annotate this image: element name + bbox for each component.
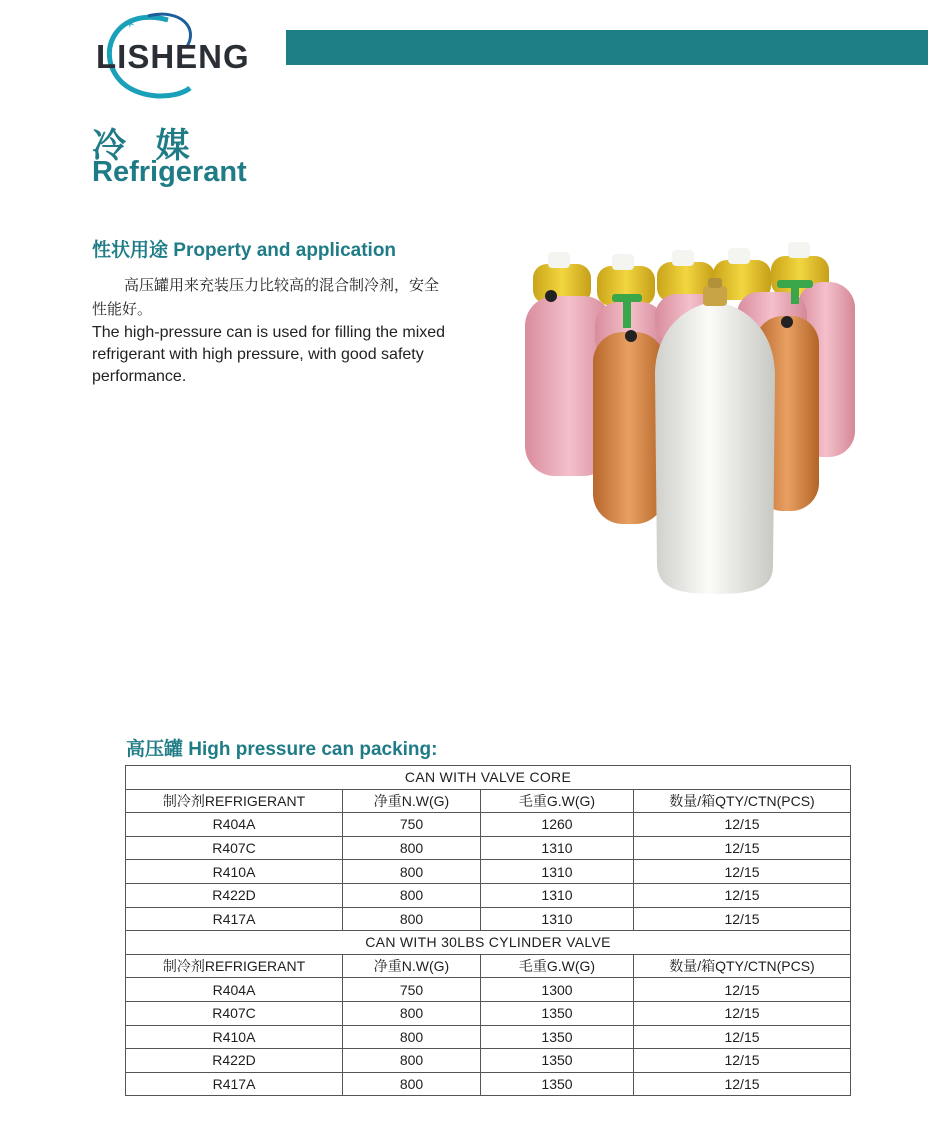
table-cell: 1310 xyxy=(481,907,634,931)
table-cell: R410A xyxy=(126,1025,343,1049)
table-cell: R404A xyxy=(126,978,343,1002)
table-row xyxy=(126,1001,851,1025)
table-cell: R422D xyxy=(126,1049,343,1073)
table-row xyxy=(126,1072,851,1096)
table-column-header xyxy=(126,954,851,978)
column-header: 净重N.W(G) xyxy=(343,789,481,813)
table-cell: 12/15 xyxy=(634,1049,851,1073)
table-cell: 800 xyxy=(343,1001,481,1025)
table-cell: 800 xyxy=(343,1049,481,1073)
table-row xyxy=(126,836,851,860)
column-header: 净重N.W(G) xyxy=(343,954,481,978)
table-cell: 750 xyxy=(343,978,481,1002)
table-cell: R422D xyxy=(126,883,343,907)
table-cell: 12/15 xyxy=(634,1001,851,1025)
column-header: 毛重G.W(G) xyxy=(481,954,634,978)
table-cell: 1350 xyxy=(481,1025,634,1049)
table-cell: 12/15 xyxy=(634,860,851,884)
property-desc-en: The high-pressure can is used for filling the mixed refrigerant with high pressure, with good safety performance. xyxy=(92,324,446,385)
table-cell: 1300 xyxy=(481,978,634,1002)
table-cell: 1310 xyxy=(481,883,634,907)
table-group-header xyxy=(126,766,851,790)
table-cell: 750 xyxy=(343,813,481,837)
column-header: 毛重G.W(G) xyxy=(481,789,634,813)
table-cell: R410A xyxy=(126,860,343,884)
table-cell: 800 xyxy=(343,836,481,860)
column-header: 制冷剂REFRIGERANT xyxy=(126,789,343,813)
table-cell: 12/15 xyxy=(634,836,851,860)
page-title-cn: 冷 媒 xyxy=(92,127,200,165)
table-cell: 800 xyxy=(343,1025,481,1049)
brand-name: LISHENG xyxy=(96,38,250,75)
brand-logo xyxy=(90,8,265,108)
table-cell: 1350 xyxy=(481,1001,634,1025)
header-bar xyxy=(286,30,928,65)
column-header: 数量/箱QTY/CTN(PCS) xyxy=(634,789,851,813)
table-row xyxy=(126,907,851,931)
table-cell: 12/15 xyxy=(634,1072,851,1096)
table-row xyxy=(126,1025,851,1049)
table-row xyxy=(126,860,851,884)
svg-text:✶: ✶ xyxy=(124,16,136,32)
table-group-header xyxy=(126,931,851,955)
packing-heading: 高压罐 High pressure can packing: xyxy=(126,739,438,760)
table-cell: R407C xyxy=(126,1001,343,1025)
table-row xyxy=(126,813,851,837)
table-cell: 800 xyxy=(343,1072,481,1096)
table-cell: 1310 xyxy=(481,860,634,884)
table-cell: 12/15 xyxy=(634,1025,851,1049)
group-title: CAN WITH VALVE CORE xyxy=(126,766,851,790)
table-cell: R417A xyxy=(126,907,343,931)
table-row xyxy=(126,883,851,907)
table-cell: R404A xyxy=(126,813,343,837)
table-cell: 12/15 xyxy=(634,907,851,931)
table-cell: 1310 xyxy=(481,836,634,860)
table-cell: 12/15 xyxy=(634,883,851,907)
table-cell: R417A xyxy=(126,1072,343,1096)
group-title: CAN WITH 30LBS CYLINDER VALVE xyxy=(126,931,851,955)
table-cell: R407C xyxy=(126,836,343,860)
table-cell: 800 xyxy=(343,860,481,884)
table-row xyxy=(126,1049,851,1073)
table-column-header xyxy=(126,789,851,813)
table-row xyxy=(126,978,851,1002)
table-cell: 1350 xyxy=(481,1072,634,1096)
table-cell: 1350 xyxy=(481,1049,634,1073)
page-title-en: Refrigerant xyxy=(92,156,247,188)
packing-table xyxy=(125,765,851,1096)
table-cell: 800 xyxy=(343,907,481,931)
property-desc-cn: 高压罐用来充装压力比较高的混合制冷剂，安全性能好。 xyxy=(92,277,440,318)
property-heading: 性状用途 Property and application xyxy=(92,240,397,261)
table-cell: 12/15 xyxy=(634,978,851,1002)
product-photo xyxy=(515,236,860,601)
column-header: 制冷剂REFRIGERANT xyxy=(126,954,343,978)
table-cell: 1260 xyxy=(481,813,634,837)
table-cell: 800 xyxy=(343,883,481,907)
table-cell: 12/15 xyxy=(634,813,851,837)
column-header: 数量/箱QTY/CTN(PCS) xyxy=(634,954,851,978)
